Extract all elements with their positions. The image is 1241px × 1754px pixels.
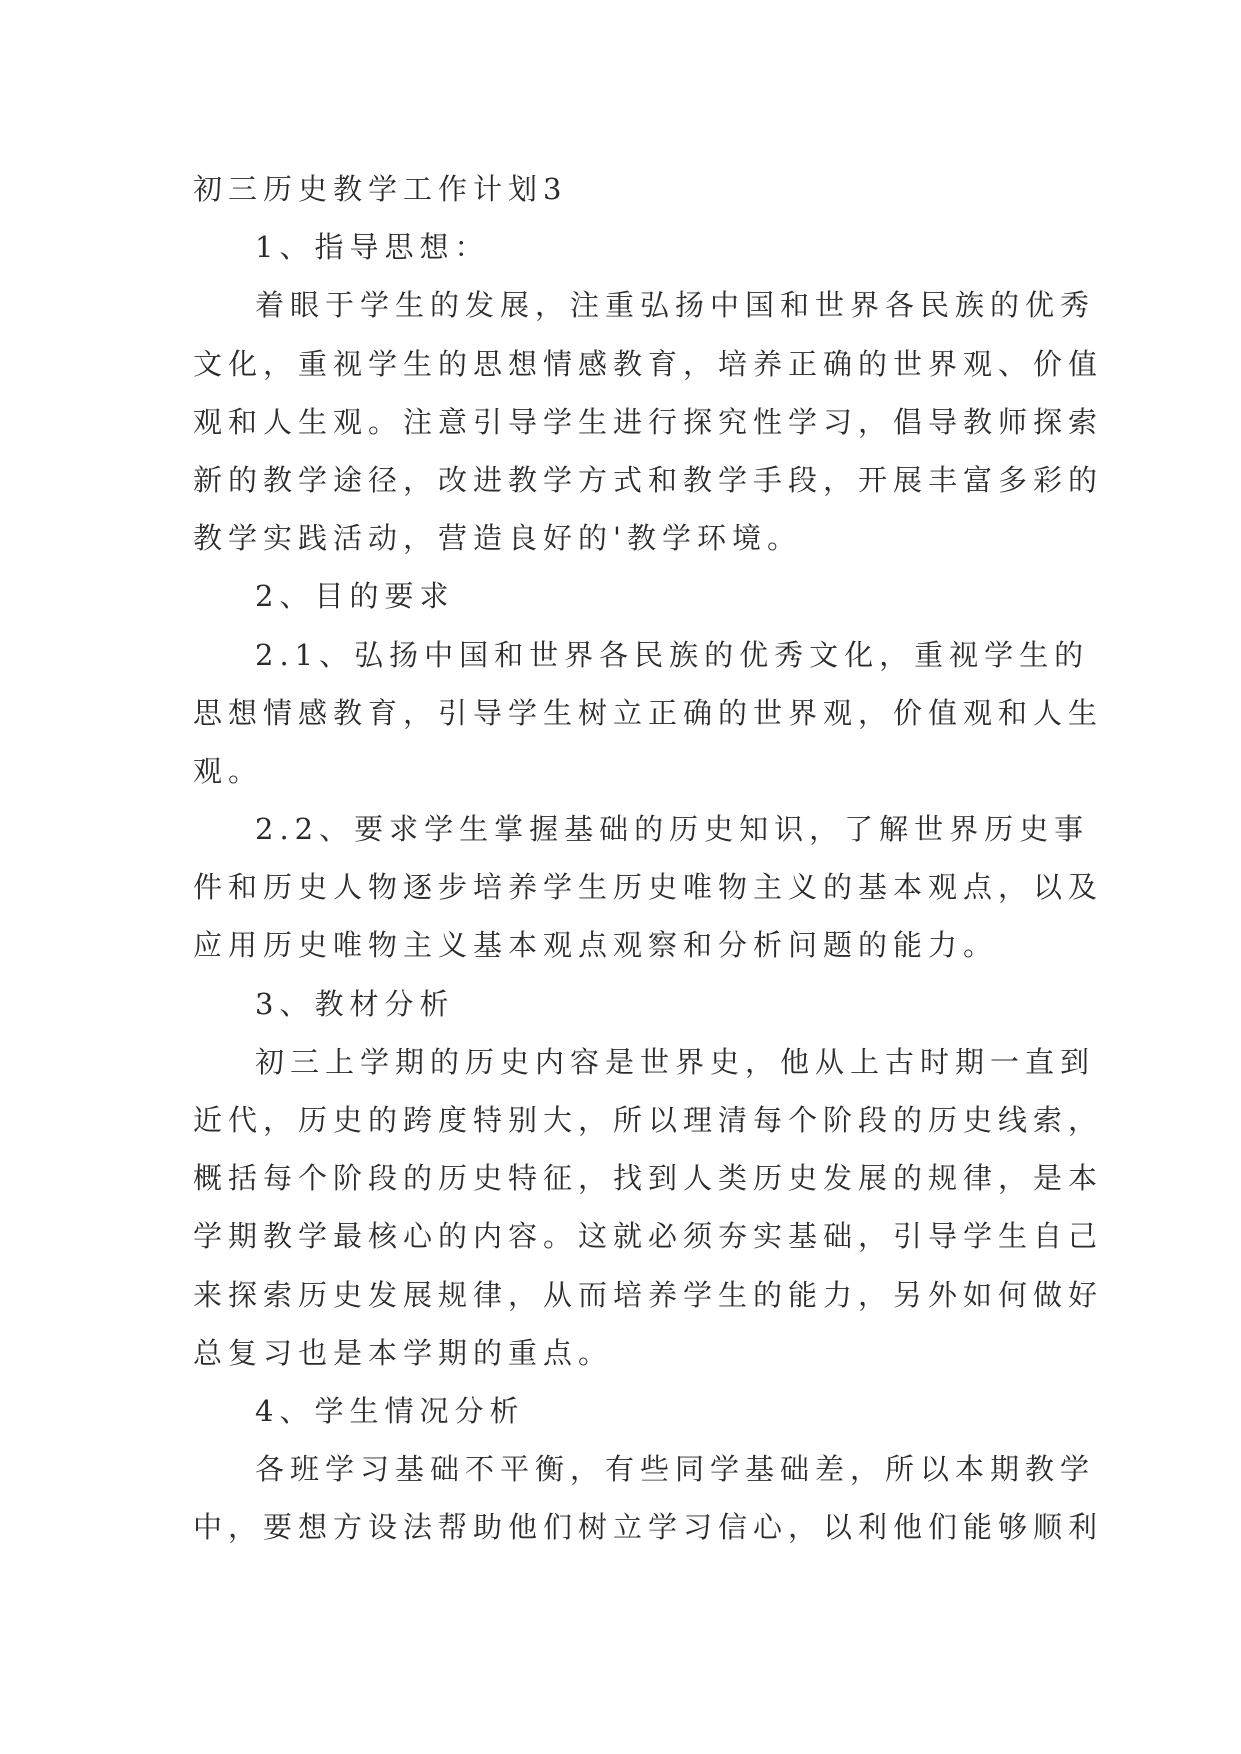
paragraph-section-3-heading [193,975,1053,1033]
text-line: 新的教学途径，改进教学方式和教学手段，开展丰富多彩的 [193,462,1104,497]
text-line: 着眼于学生的发展，注重弘扬中国和世界各民族的优秀 [255,288,1096,323]
document-title: 初三历史教学工作计划3 [193,172,568,206]
paragraph-student-analysis [193,1440,1104,1556]
paragraph-item-2-2 [193,800,1104,975]
text-line: 总复习也是本学期的重点。 [193,1335,614,1370]
text-line: 各班学习基础不平衡，有些同学基础差，所以本期教学 [255,1452,1096,1487]
paragraph-item-2-1 [193,626,1104,801]
text-line: 中，要想方设法帮助他们树立学习信心，以利他们能够顺利 [193,1510,1104,1545]
paragraph-guiding-thought [193,276,1104,567]
text-line: 观和人生观。注意引导学生进行探究性学习，倡导教师探索 [193,404,1104,439]
text-line: 学期教学最核心的内容。这就必须夯实基础，引导学生自己 [193,1219,1104,1254]
text-line: 思想情感教育，引导学生树立正确的世界观，价值观和人生 [193,695,1104,730]
text-line: 教学实践活动，营造良好的'教学环境。 [193,521,802,556]
paragraph-section-1-heading [193,218,1053,276]
text-line: 概括每个阶段的历史特征，找到人类历史发展的规律，是本 [193,1161,1104,1196]
paragraph-textbook-analysis [193,1033,1104,1382]
text-line: 文化，重视学生的思想情感教育，培养正确的世界观、价值 [193,346,1104,381]
paragraph-section-2-heading [193,567,1053,625]
text-line: 来探索历史发展规律，从而培养学生的能力，另外如何做好 [193,1277,1104,1312]
text-line: 2.1、弘扬中国和世界各民族的优秀文化，重视学生的 [255,637,1090,672]
paragraph-section-4-heading [193,1382,1053,1440]
text-line: 近代，历史的跨度特别大，所以理清每个阶段的历史线索， [193,1103,1104,1137]
document-page [193,160,1104,1557]
text-line: 件和历史人物逐步培养学生历史唯物主义的基本观点，以及 [193,870,1104,905]
text-line: 初三上学期的历史内容是世界史，他从上古时期一直到 [255,1044,1096,1079]
text-line: 2.2、要求学生掌握基础的历史知识，了解世界历史事 [255,812,1090,847]
section-heading: 1、指导思想： [255,230,490,265]
text-line: 观。 [193,753,264,788]
section-heading: 3、教材分析 [255,986,455,1021]
text-line: 应用历史唯物主义基本观点观察和分析问题的能力。 [193,928,999,963]
section-heading: 4、学生情况分析 [255,1393,525,1428]
section-heading: 2、目的要求 [255,579,455,614]
